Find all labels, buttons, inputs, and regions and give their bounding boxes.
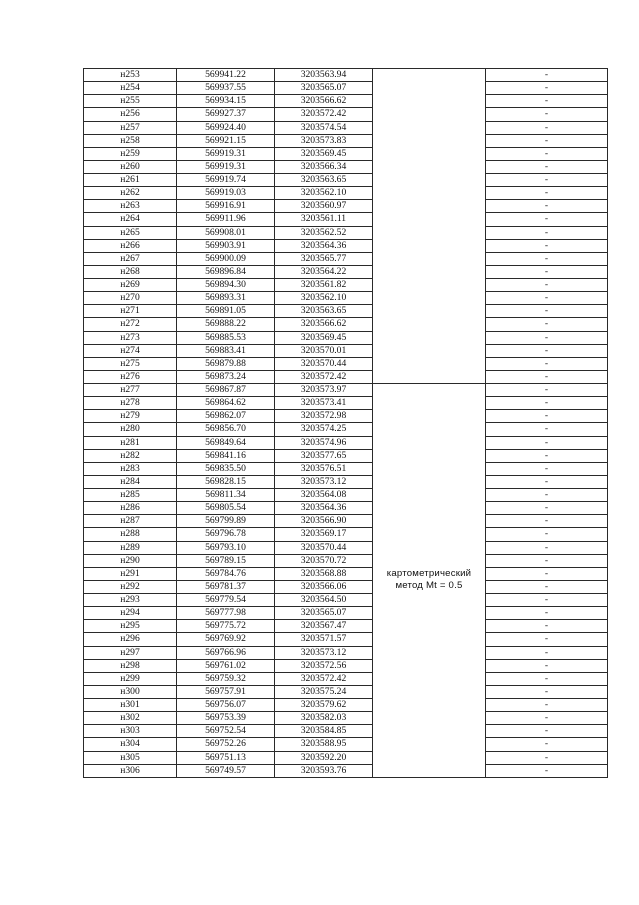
table-row xyxy=(84,607,608,620)
table-row xyxy=(84,423,608,436)
point-id-cell: н294 xyxy=(84,607,177,620)
x-coordinate-cell: 569937.55 xyxy=(177,82,275,95)
x-coordinate-cell: 569752.54 xyxy=(177,725,275,738)
error-cell: - xyxy=(486,200,608,213)
point-id-cell: н285 xyxy=(84,489,177,502)
error-cell: - xyxy=(486,318,608,331)
point-id-cell: н298 xyxy=(84,659,177,672)
x-coordinate-cell: 569864.62 xyxy=(177,397,275,410)
point-id-cell: н292 xyxy=(84,580,177,593)
point-id-cell: н289 xyxy=(84,541,177,554)
error-cell: - xyxy=(486,82,608,95)
error-cell: - xyxy=(486,475,608,488)
error-cell: - xyxy=(486,95,608,108)
x-coordinate-cell: 569856.70 xyxy=(177,423,275,436)
table-row xyxy=(84,370,608,383)
table-row xyxy=(84,200,608,213)
error-cell: - xyxy=(486,305,608,318)
error-cell: - xyxy=(486,449,608,462)
y-coordinate-cell: 3203569.45 xyxy=(275,147,373,160)
x-coordinate-cell: 569777.98 xyxy=(177,607,275,620)
table-row xyxy=(84,357,608,370)
point-id-cell: н277 xyxy=(84,384,177,397)
y-coordinate-cell: 3203565.77 xyxy=(275,252,373,265)
y-coordinate-cell: 3203592.20 xyxy=(275,751,373,764)
point-id-cell: н255 xyxy=(84,95,177,108)
y-coordinate-cell: 3203584.85 xyxy=(275,725,373,738)
y-coordinate-cell: 3203570.72 xyxy=(275,554,373,567)
point-id-cell: н261 xyxy=(84,174,177,187)
point-id-cell: н259 xyxy=(84,147,177,160)
y-coordinate-cell: 3203566.62 xyxy=(275,318,373,331)
table-row xyxy=(84,528,608,541)
table-row xyxy=(84,331,608,344)
error-cell: - xyxy=(486,489,608,502)
error-cell: - xyxy=(486,541,608,554)
table-row xyxy=(84,397,608,410)
error-cell: - xyxy=(486,423,608,436)
x-coordinate-cell: 569900.09 xyxy=(177,252,275,265)
error-cell: - xyxy=(486,659,608,672)
y-coordinate-cell: 3203562.10 xyxy=(275,292,373,305)
table-row xyxy=(84,515,608,528)
y-coordinate-cell: 3203567.47 xyxy=(275,620,373,633)
x-coordinate-cell: 569796.78 xyxy=(177,528,275,541)
point-id-cell: н288 xyxy=(84,528,177,541)
point-id-cell: н263 xyxy=(84,200,177,213)
x-coordinate-cell: 569849.64 xyxy=(177,436,275,449)
table-row xyxy=(84,725,608,738)
point-id-cell: н291 xyxy=(84,567,177,580)
x-coordinate-cell: 569781.37 xyxy=(177,580,275,593)
point-id-cell: н271 xyxy=(84,305,177,318)
point-id-cell: н293 xyxy=(84,594,177,607)
error-cell: - xyxy=(486,331,608,344)
error-cell: - xyxy=(486,554,608,567)
y-coordinate-cell: 3203570.01 xyxy=(275,344,373,357)
error-cell: - xyxy=(486,633,608,646)
table-row xyxy=(84,292,608,305)
x-coordinate-cell: 569879.88 xyxy=(177,357,275,370)
error-cell: - xyxy=(486,69,608,82)
point-id-cell: н278 xyxy=(84,397,177,410)
table-row xyxy=(84,738,608,751)
y-coordinate-cell: 3203573.12 xyxy=(275,475,373,488)
point-id-cell: н265 xyxy=(84,226,177,239)
table-row xyxy=(84,646,608,659)
y-coordinate-cell: 3203575.24 xyxy=(275,685,373,698)
table-row xyxy=(84,554,608,567)
x-coordinate-cell: 569867.87 xyxy=(177,384,275,397)
error-cell: - xyxy=(486,712,608,725)
y-coordinate-cell: 3203564.22 xyxy=(275,265,373,278)
y-coordinate-cell: 3203574.25 xyxy=(275,423,373,436)
point-id-cell: н296 xyxy=(84,633,177,646)
point-id-cell: н260 xyxy=(84,160,177,173)
table-row xyxy=(84,384,608,397)
x-coordinate-cell: 569752.26 xyxy=(177,738,275,751)
table-row xyxy=(84,620,608,633)
error-cell: - xyxy=(486,121,608,134)
table-row xyxy=(84,226,608,239)
point-id-cell: н303 xyxy=(84,725,177,738)
table-row xyxy=(84,685,608,698)
point-id-cell: н279 xyxy=(84,410,177,423)
y-coordinate-cell: 3203565.07 xyxy=(275,607,373,620)
table-row xyxy=(84,160,608,173)
table-row xyxy=(84,489,608,502)
error-cell: - xyxy=(486,410,608,423)
method-cell xyxy=(373,69,486,384)
x-coordinate-cell: 569885.53 xyxy=(177,331,275,344)
table-row xyxy=(84,594,608,607)
table-row xyxy=(84,541,608,554)
point-id-cell: н290 xyxy=(84,554,177,567)
table-row xyxy=(84,449,608,462)
y-coordinate-cell: 3203562.10 xyxy=(275,187,373,200)
error-cell: - xyxy=(486,751,608,764)
error-cell: - xyxy=(486,738,608,751)
x-coordinate-cell: 569805.54 xyxy=(177,502,275,515)
point-id-cell: н299 xyxy=(84,672,177,685)
error-cell: - xyxy=(486,620,608,633)
error-cell: - xyxy=(486,187,608,200)
table-row xyxy=(84,580,608,593)
error-cell: - xyxy=(486,252,608,265)
table-row xyxy=(84,659,608,672)
y-coordinate-cell: 3203570.44 xyxy=(275,357,373,370)
method-line-1: картометрический xyxy=(386,568,472,580)
y-coordinate-cell: 3203588.95 xyxy=(275,738,373,751)
table-row xyxy=(84,410,608,423)
y-coordinate-cell: 3203563.65 xyxy=(275,305,373,318)
table-row xyxy=(84,318,608,331)
error-cell: - xyxy=(486,279,608,292)
y-coordinate-cell: 3203573.97 xyxy=(275,384,373,397)
error-cell: - xyxy=(486,292,608,305)
point-id-cell: н286 xyxy=(84,502,177,515)
y-coordinate-cell: 3203568.88 xyxy=(275,567,373,580)
x-coordinate-cell: 569896.84 xyxy=(177,265,275,278)
x-coordinate-cell: 569888.22 xyxy=(177,318,275,331)
method-cell xyxy=(373,384,486,778)
y-coordinate-cell: 3203561.82 xyxy=(275,279,373,292)
point-id-cell: н264 xyxy=(84,213,177,226)
point-id-cell: н306 xyxy=(84,764,177,777)
x-coordinate-cell: 569751.13 xyxy=(177,751,275,764)
y-coordinate-cell: 3203565.07 xyxy=(275,82,373,95)
table-row xyxy=(84,239,608,252)
table-row xyxy=(84,95,608,108)
table-row xyxy=(84,436,608,449)
coordinates-table-body xyxy=(84,69,608,778)
x-coordinate-cell: 569828.15 xyxy=(177,475,275,488)
x-coordinate-cell: 569921.15 xyxy=(177,134,275,147)
y-coordinate-cell: 3203572.98 xyxy=(275,410,373,423)
table-row xyxy=(84,252,608,265)
error-cell: - xyxy=(486,239,608,252)
y-coordinate-cell: 3203561.11 xyxy=(275,213,373,226)
y-coordinate-cell: 3203564.50 xyxy=(275,594,373,607)
table-row xyxy=(84,712,608,725)
point-id-cell: н283 xyxy=(84,462,177,475)
x-coordinate-cell: 569916.91 xyxy=(177,200,275,213)
table-row xyxy=(84,187,608,200)
y-coordinate-cell: 3203560.97 xyxy=(275,200,373,213)
x-coordinate-cell: 569927.37 xyxy=(177,108,275,121)
error-cell: - xyxy=(486,174,608,187)
table-row xyxy=(84,633,608,646)
point-id-cell: н262 xyxy=(84,187,177,200)
point-id-cell: н300 xyxy=(84,685,177,698)
x-coordinate-cell: 569883.41 xyxy=(177,344,275,357)
y-coordinate-cell: 3203579.62 xyxy=(275,699,373,712)
table-row xyxy=(84,213,608,226)
table-row xyxy=(84,672,608,685)
x-coordinate-cell: 569749.57 xyxy=(177,764,275,777)
y-coordinate-cell: 3203571.57 xyxy=(275,633,373,646)
point-id-cell: н267 xyxy=(84,252,177,265)
x-coordinate-cell: 569908.01 xyxy=(177,226,275,239)
error-cell: - xyxy=(486,594,608,607)
y-coordinate-cell: 3203563.94 xyxy=(275,69,373,82)
error-cell: - xyxy=(486,725,608,738)
point-id-cell: н266 xyxy=(84,239,177,252)
x-coordinate-cell: 569934.15 xyxy=(177,95,275,108)
y-coordinate-cell: 3203572.56 xyxy=(275,659,373,672)
x-coordinate-cell: 569873.24 xyxy=(177,370,275,383)
point-id-cell: н258 xyxy=(84,134,177,147)
table-row xyxy=(84,69,608,82)
table-row xyxy=(84,764,608,777)
point-id-cell: н257 xyxy=(84,121,177,134)
y-coordinate-cell: 3203572.42 xyxy=(275,108,373,121)
point-id-cell: н268 xyxy=(84,265,177,278)
table-row xyxy=(84,121,608,134)
x-coordinate-cell: 569919.03 xyxy=(177,187,275,200)
table-row xyxy=(84,265,608,278)
error-cell: - xyxy=(486,462,608,475)
x-coordinate-cell: 569903.91 xyxy=(177,239,275,252)
y-coordinate-cell: 3203569.45 xyxy=(275,331,373,344)
table-row xyxy=(84,344,608,357)
y-coordinate-cell: 3203566.90 xyxy=(275,515,373,528)
y-coordinate-cell: 3203573.83 xyxy=(275,134,373,147)
x-coordinate-cell: 569811.34 xyxy=(177,489,275,502)
y-coordinate-cell: 3203566.62 xyxy=(275,95,373,108)
table-row xyxy=(84,305,608,318)
y-coordinate-cell: 3203564.36 xyxy=(275,502,373,515)
x-coordinate-cell: 569941.22 xyxy=(177,69,275,82)
y-coordinate-cell: 3203576.51 xyxy=(275,462,373,475)
error-cell: - xyxy=(486,384,608,397)
coordinates-table xyxy=(83,68,608,778)
x-coordinate-cell: 569894.30 xyxy=(177,279,275,292)
x-coordinate-cell: 569835.50 xyxy=(177,462,275,475)
point-id-cell: н297 xyxy=(84,646,177,659)
y-coordinate-cell: 3203577.65 xyxy=(275,449,373,462)
error-cell: - xyxy=(486,607,608,620)
error-cell: - xyxy=(486,160,608,173)
point-id-cell: н280 xyxy=(84,423,177,436)
y-coordinate-cell: 3203570.44 xyxy=(275,541,373,554)
table-row xyxy=(84,82,608,95)
error-cell: - xyxy=(486,685,608,698)
y-coordinate-cell: 3203562.52 xyxy=(275,226,373,239)
y-coordinate-cell: 3203564.08 xyxy=(275,489,373,502)
point-id-cell: н274 xyxy=(84,344,177,357)
x-coordinate-cell: 569766.96 xyxy=(177,646,275,659)
x-coordinate-cell: 569919.31 xyxy=(177,160,275,173)
table-row xyxy=(84,147,608,160)
y-coordinate-cell: 3203572.42 xyxy=(275,672,373,685)
table-row xyxy=(84,699,608,712)
error-cell: - xyxy=(486,502,608,515)
error-cell: - xyxy=(486,436,608,449)
point-id-cell: н295 xyxy=(84,620,177,633)
table-row xyxy=(84,475,608,488)
table-row xyxy=(84,279,608,292)
table-row xyxy=(84,462,608,475)
error-cell: - xyxy=(486,357,608,370)
x-coordinate-cell: 569893.31 xyxy=(177,292,275,305)
table-row xyxy=(84,751,608,764)
y-coordinate-cell: 3203572.42 xyxy=(275,370,373,383)
point-id-cell: н281 xyxy=(84,436,177,449)
error-cell: - xyxy=(486,397,608,410)
x-coordinate-cell: 569759.32 xyxy=(177,672,275,685)
point-id-cell: н275 xyxy=(84,357,177,370)
x-coordinate-cell: 569784.76 xyxy=(177,567,275,580)
error-cell: - xyxy=(486,344,608,357)
y-coordinate-cell: 3203569.17 xyxy=(275,528,373,541)
error-cell: - xyxy=(486,226,608,239)
y-coordinate-cell: 3203574.96 xyxy=(275,436,373,449)
error-cell: - xyxy=(486,699,608,712)
y-coordinate-cell: 3203564.36 xyxy=(275,239,373,252)
error-cell: - xyxy=(486,265,608,278)
error-cell: - xyxy=(486,108,608,121)
point-id-cell: н304 xyxy=(84,738,177,751)
y-coordinate-cell: 3203566.34 xyxy=(275,160,373,173)
x-coordinate-cell: 569919.31 xyxy=(177,147,275,160)
y-coordinate-cell: 3203582.03 xyxy=(275,712,373,725)
x-coordinate-cell: 569756.07 xyxy=(177,699,275,712)
x-coordinate-cell: 569924.40 xyxy=(177,121,275,134)
x-coordinate-cell: 569779.54 xyxy=(177,594,275,607)
y-coordinate-cell: 3203574.54 xyxy=(275,121,373,134)
error-cell: - xyxy=(486,528,608,541)
point-id-cell: н270 xyxy=(84,292,177,305)
method-line-2: метод Mt = 0.5 xyxy=(395,580,463,592)
point-id-cell: н276 xyxy=(84,370,177,383)
point-id-cell: н301 xyxy=(84,699,177,712)
y-coordinate-cell: 3203563.65 xyxy=(275,174,373,187)
error-cell: - xyxy=(486,147,608,160)
error-cell: - xyxy=(486,213,608,226)
table-row xyxy=(84,502,608,515)
y-coordinate-cell: 3203566.06 xyxy=(275,580,373,593)
point-id-cell: н302 xyxy=(84,712,177,725)
y-coordinate-cell: 3203573.12 xyxy=(275,646,373,659)
error-cell: - xyxy=(486,567,608,580)
error-cell: - xyxy=(486,580,608,593)
point-id-cell: н284 xyxy=(84,475,177,488)
x-coordinate-cell: 569862.07 xyxy=(177,410,275,423)
point-id-cell: н305 xyxy=(84,751,177,764)
error-cell: - xyxy=(486,646,608,659)
table-row xyxy=(84,174,608,187)
error-cell: - xyxy=(486,764,608,777)
y-coordinate-cell: 3203573.41 xyxy=(275,397,373,410)
table-row xyxy=(84,108,608,121)
error-cell: - xyxy=(486,370,608,383)
table-row xyxy=(84,134,608,147)
x-coordinate-cell: 569761.02 xyxy=(177,659,275,672)
x-coordinate-cell: 569841.16 xyxy=(177,449,275,462)
point-id-cell: н287 xyxy=(84,515,177,528)
x-coordinate-cell: 569769.92 xyxy=(177,633,275,646)
x-coordinate-cell: 569757.91 xyxy=(177,685,275,698)
point-id-cell: н269 xyxy=(84,279,177,292)
error-cell: - xyxy=(486,672,608,685)
error-cell: - xyxy=(486,134,608,147)
x-coordinate-cell: 569799.89 xyxy=(177,515,275,528)
x-coordinate-cell: 569789.15 xyxy=(177,554,275,567)
x-coordinate-cell: 569891.05 xyxy=(177,305,275,318)
point-id-cell: н253 xyxy=(84,69,177,82)
error-cell: - xyxy=(486,515,608,528)
x-coordinate-cell: 569919.74 xyxy=(177,174,275,187)
point-id-cell: н273 xyxy=(84,331,177,344)
point-id-cell: н254 xyxy=(84,82,177,95)
x-coordinate-cell: 569775.72 xyxy=(177,620,275,633)
point-id-cell: н256 xyxy=(84,108,177,121)
x-coordinate-cell: 569911.96 xyxy=(177,213,275,226)
table-row xyxy=(84,567,608,580)
point-id-cell: н272 xyxy=(84,318,177,331)
x-coordinate-cell: 569793.10 xyxy=(177,541,275,554)
point-id-cell: н282 xyxy=(84,449,177,462)
x-coordinate-cell: 569753.39 xyxy=(177,712,275,725)
y-coordinate-cell: 3203593.76 xyxy=(275,764,373,777)
